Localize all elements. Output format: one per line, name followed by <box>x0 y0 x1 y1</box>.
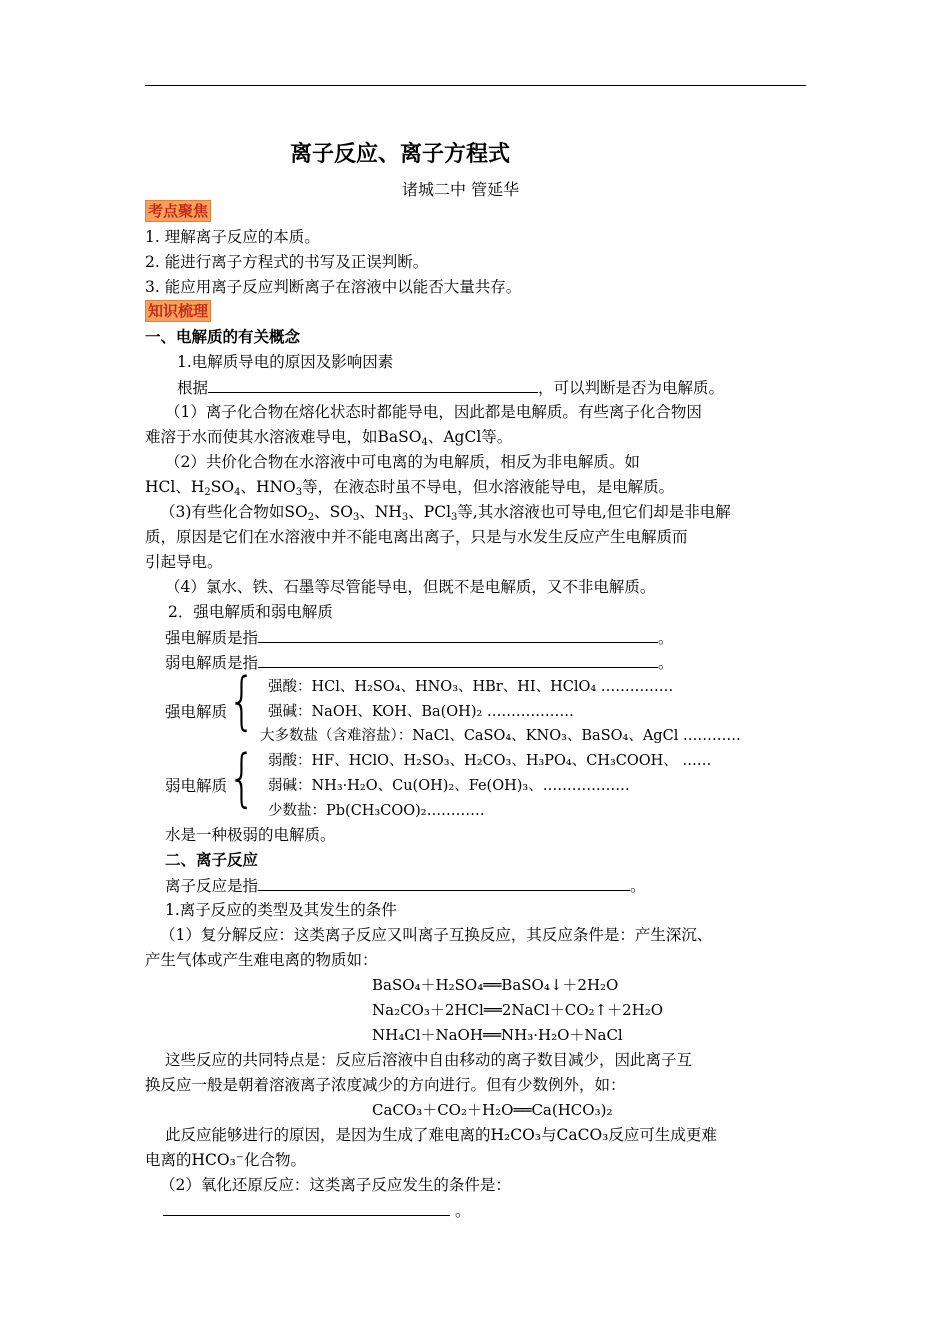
weak-acid: 弱酸：HF、HClO、H₂SO₃、H₂CO₃、H₃PO₄、CH₃COOH、 …… <box>268 753 712 769</box>
weak-salt: 少数盐：Pb(CH₃COO)₂………… <box>268 803 485 819</box>
section-tag-knowledge: 知识梳理 <box>145 300 211 322</box>
reaction-para-3a: 此反应能够进行的原因，是因为生成了难电离的H₂CO₃与CaCO₃反应可生成更难 <box>165 1126 717 1144</box>
weak-base: 弱碱：NH₃·H₂O、Cu(OH)₂、Fe(OH)₃、……………… <box>268 778 630 794</box>
subheading-2: 2．强电解质和弱电解质 <box>168 603 333 621</box>
reaction-para-3b: 电离的HCO₃⁻化合物。 <box>145 1151 306 1169</box>
reaction-para-1a: （1）复分解反应：这类离子反应又叫离子互换反应，其反应条件是：产生深沉、 <box>160 926 713 944</box>
section-2-title: 二、离子反应 <box>165 851 259 869</box>
strong-base: 强碱：NaOH、KOH、Ba(OH)₂ ……………… <box>268 704 574 720</box>
weak-definition: 弱电解质是指 。 <box>165 651 674 674</box>
equation-1: BaSO₄＋H₂SO₄══BaSO₄↓＋2H₂O <box>372 976 619 994</box>
paragraph-4: （4）氯水、铁、石墨等尽管能导电，但既不是电解质，又不非电解质。 <box>165 578 656 596</box>
section-tag-focus: 考点聚焦 <box>145 200 211 222</box>
water-note: 水是一种极弱的电解质。 <box>165 826 336 844</box>
subheading-1: 1.电解质导电的原因及影响因素 <box>177 353 394 371</box>
author: 诸城二中 管延华 <box>402 180 520 199</box>
reaction-para-4: （2）氧化还原反应：这类离子反应发生的条件是： <box>160 1176 511 1194</box>
section-1-title: 一、电解质的有关概念 <box>145 328 301 346</box>
header-rule <box>145 85 806 86</box>
page-title: 离子反应、离子方程式 <box>289 142 510 167</box>
fill-blank[interactable] <box>258 626 658 643</box>
equation-2: Na₂CO₃＋2HCl══2NaCl＋CO₂↑＋2H₂O <box>372 1001 664 1019</box>
paragraph-1a: （1）离子化合物在熔化状态时都能导电，因此都是电解质。有些离子化合物因 <box>165 403 702 421</box>
reaction-para-2b: 换反应一般是朝着溶液离子浓度减少的方向进行。但有少数例外，如： <box>145 1076 626 1094</box>
paragraph-3b: 质，原因是它们在水溶液中并不能电离出离子，只是与水发生反应产生电解质而 <box>145 528 688 546</box>
focus-item-3: 3. 能应用离子反应判断离子在溶液中以能否大量共存。 <box>145 278 522 296</box>
final-blank-line: 。 <box>163 1199 470 1222</box>
fill-blank[interactable] <box>258 651 658 668</box>
left-brace-icon: { <box>228 664 256 737</box>
focus-item-1: 1. 理解离子反应的本质。 <box>145 228 320 246</box>
equation-3: NH₄Cl＋NaOH══NH₃·H₂O＋NaCl <box>372 1026 623 1044</box>
strong-acid: 强酸：HCl、H₂SO₄、HNO₃、HBr、HI、HClO₄ …………… <box>268 679 674 695</box>
subheading-3: 1.离子反应的类型及其发生的条件 <box>165 901 397 919</box>
genju-line: 根据 ，可以判断是否为电解质。 <box>177 376 724 399</box>
paragraph-2b: HCl、$H_2SO_4$、$HNO_3$等，在液态时虽不导电，但水溶液能导电，是电解质。 <box>145 478 675 498</box>
paragraph-2a: （2）共价化合物在水溶液中可电离的为电解质，相反为非电解质。如 <box>165 453 640 471</box>
fill-blank[interactable] <box>208 376 538 393</box>
focus-item-2: 2. 能进行离子方程式的书写及正误判断。 <box>145 253 429 271</box>
reaction-para-1b: 产生气体或产生难电离的物质如： <box>145 951 378 969</box>
reaction-para-2a: 这些反应的共同特点是：反应后溶液中自由移动的离子数目减少，因此离子互 <box>165 1051 693 1069</box>
fill-blank[interactable] <box>163 1199 450 1216</box>
strong-label: 强电解质 <box>165 703 228 721</box>
equation-4: CaCO₃＋CO₂＋H₂O══Ca(HCO₃)₂ <box>372 1101 613 1119</box>
strong-salt: 大多数盐（含难溶盐）：NaCl、CaSO₄、KNO₃、BaSO₄、AgCl ………… <box>260 728 741 744</box>
left-brace-icon: { <box>228 741 256 814</box>
paragraph-3a: （3)有些化合物如$SO_2$、$SO_3$、$NH_3$、PCl$_3$等,其水溶液也可导电,但它们却是非电解 <box>160 503 731 523</box>
paragraph-3c: 引起导电。 <box>145 553 223 571</box>
weak-label: 弱电解质 <box>165 777 228 795</box>
fill-blank[interactable] <box>258 874 630 891</box>
ion-definition: 离子反应是指 。 <box>165 874 646 897</box>
strong-definition: 强电解质是指 。 <box>165 626 674 649</box>
paragraph-1b: 难溶于水而使其水溶液难导电，如BaSO$_4$、AgCl等。 <box>145 428 513 448</box>
